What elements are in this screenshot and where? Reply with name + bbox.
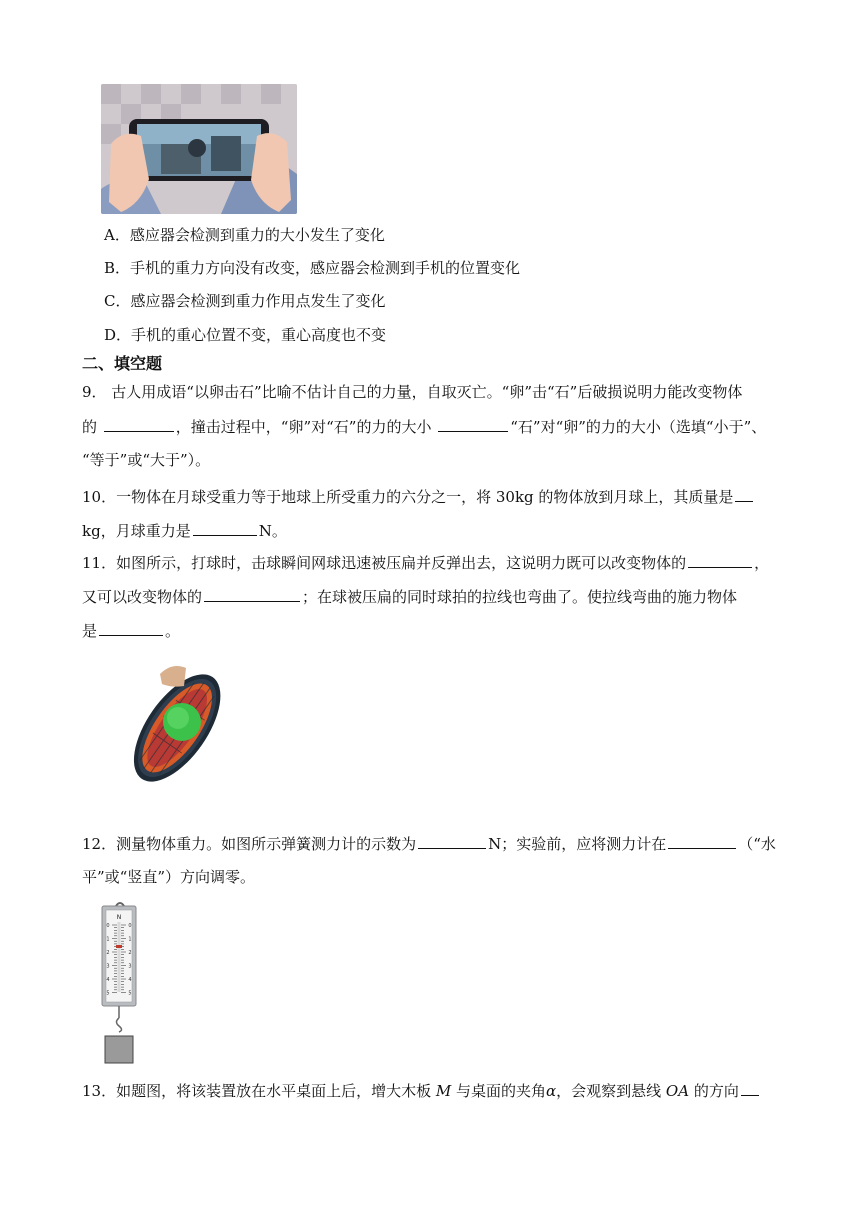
q11-line2: [82, 586, 737, 607]
option-c: C．感应器会检测到重力作用点发生了变化: [104, 292, 386, 310]
q9-blank-2[interactable]: [438, 416, 508, 432]
q11-blank-3[interactable]: [99, 620, 163, 636]
section-title: 二、填空题: [82, 354, 163, 373]
q13-line1: [82, 1080, 761, 1101]
q9-line1: 9． 古人用成语“以卵击石”比喻不估计自己的力量，自取灭亡。“卵”击“石”后破损说明力能改变物体: [82, 383, 743, 401]
q11-text-a: 11．如图所示，打球时，击球瞬间网球迅速被压扁并反弹出去，这说明力既可以改变物体的: [82, 554, 687, 572]
q11-text-d: ；在球被压扁的同时球拍的拉线也弯曲了。使拉线弯曲的施力物体: [302, 588, 738, 606]
q12-line1: [82, 833, 776, 854]
scale-label-left: 5: [106, 990, 110, 997]
q12-line2: 平”或“竖直”）方向调零。: [82, 868, 256, 886]
q10-text-c: N。: [258, 522, 287, 540]
q10-text-b: kg，月球重力是: [82, 522, 191, 540]
scale-label-left: 2: [106, 950, 110, 956]
phone-illustration: [101, 84, 297, 214]
spring-scale-illustration: [100, 900, 140, 1066]
q12-blank-1[interactable]: [418, 833, 486, 849]
q12-text-a: 12．测量物体重力。如图所示弹簧测力计的示数为: [82, 835, 417, 853]
q11-text-f: 。: [165, 622, 181, 640]
q10-line1: [82, 486, 755, 507]
option-a: A．感应器会检测到重力的大小发生了变化: [104, 226, 385, 244]
scale-label-right: 1: [128, 936, 132, 943]
phone-photo: [101, 84, 297, 214]
q11-text-e: 是: [82, 622, 98, 640]
q13-var-oa: OA: [665, 1082, 690, 1100]
scale-label-right: 2: [128, 950, 132, 956]
q9-blank-1[interactable]: [104, 416, 174, 432]
q10-blank-2[interactable]: [193, 520, 257, 536]
q9-text-c: “石”对“卵”的力的大小（选填“小于”、: [510, 418, 767, 436]
q13-text-a: 13．如题图，将该装置放在水平桌面上后，增大木板: [82, 1082, 436, 1100]
scale-label-right: 4: [128, 977, 132, 983]
q11-line1: [82, 552, 769, 573]
q12-blank-2[interactable]: [668, 833, 736, 849]
q9-text-b: ，撞击过程中，“卵”对“石”的力的大小: [175, 418, 437, 436]
q13-text-d: 的方向: [689, 1082, 739, 1100]
q9-line3: “等于”或“大于”）。: [82, 451, 211, 469]
q11-blank-2[interactable]: [204, 586, 300, 602]
racket-image: [112, 660, 252, 810]
q11-line3: [82, 620, 180, 641]
q10-blank-1[interactable]: [735, 486, 753, 502]
option-d: D．手机的重心位置不变，重心高度也不变: [104, 326, 387, 344]
q11-blank-1[interactable]: [688, 552, 752, 568]
q9-text-a: 的: [82, 418, 102, 436]
q11-text-c: 又可以改变物体的: [82, 588, 203, 606]
scale-label-right: 0: [128, 923, 132, 929]
q11-text-b: ，: [754, 554, 770, 572]
scale-label-left: 4: [106, 977, 110, 983]
scale-unit-label: N: [116, 914, 122, 921]
scale-label-right: 3: [128, 963, 132, 970]
q10-line2: [82, 520, 287, 541]
q13-text-c: ，会观察到悬线: [556, 1082, 666, 1100]
q9-line2: [82, 416, 766, 437]
spring-scale-image: [100, 900, 140, 1066]
q12-text-b: N；实验前，应将测力计在: [488, 835, 667, 853]
q13-var-m: M: [435, 1082, 452, 1100]
option-b: B．手机的重力方向没有改变，感应器会检测到手机的位置变化: [104, 259, 521, 277]
scale-label-left: 0: [106, 923, 110, 929]
tennis-racket-illustration: [112, 660, 252, 810]
q13-blank-1[interactable]: [741, 1080, 759, 1096]
q13-text-b: 与桌面的夹角: [451, 1082, 546, 1100]
scale-label-right: 5: [128, 990, 132, 997]
scale-label-left: 3: [106, 963, 110, 970]
q13-var-alpha: α: [546, 1082, 557, 1100]
scale-label-left: 1: [106, 936, 110, 943]
q10-text-a: 10．一物体在月球受重力等于地球上所受重力的六分之一，将 30kg 的物体放到月球上，其质量是: [82, 488, 734, 506]
q12-text-c: （“水: [738, 835, 776, 853]
